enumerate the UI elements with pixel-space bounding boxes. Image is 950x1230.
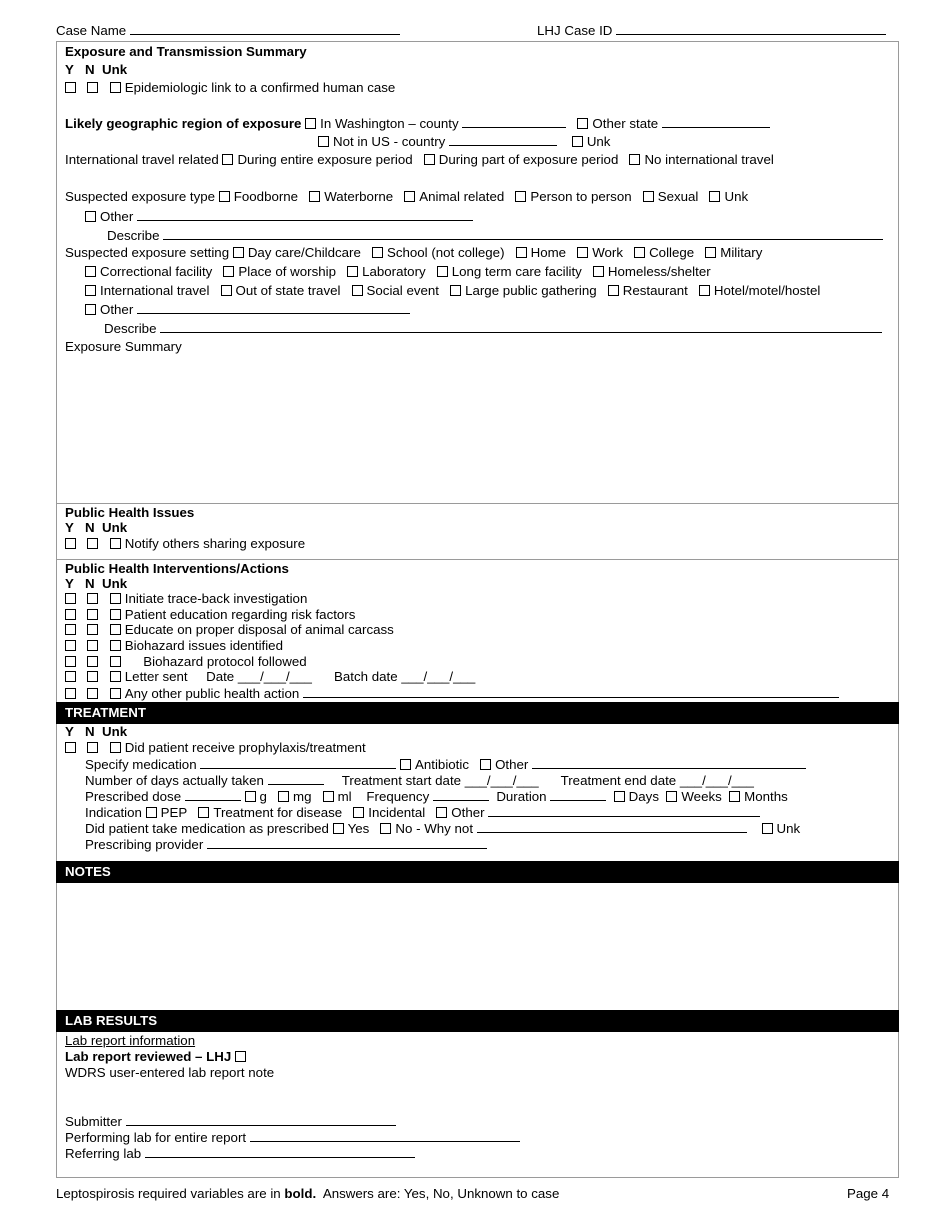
yes-checkbox[interactable]: [65, 688, 76, 699]
geo-unk-checkbox[interactable]: [572, 136, 583, 147]
letter-sent-row: Letter sent Date ___/___/___ Batch date ___/___/___: [65, 669, 475, 684]
setting-other-row: Other: [85, 301, 410, 317]
setting-worship-checkbox[interactable]: [223, 266, 234, 277]
lab-reviewed-checkbox[interactable]: [235, 1051, 246, 1062]
setting-ltc-checkbox[interactable]: [437, 266, 448, 277]
geo-region-label: Likely geographic region of exposure: [65, 116, 302, 131]
unit-mg-checkbox[interactable]: [278, 791, 289, 802]
carcass-row: Educate on proper disposal of animal carcass: [65, 622, 394, 637]
notes-area[interactable]: [65, 888, 885, 1006]
as-prescribed-row: Did patient take medication as prescribed Yes No - Why not Unk: [85, 821, 801, 836]
indication-row: Indication PEP Treatment for disease Incidental Other: [85, 804, 760, 820]
epi-link-row: [65, 80, 395, 95]
yes-checkbox[interactable]: [65, 538, 76, 549]
unk-checkbox[interactable]: [110, 593, 121, 604]
setting-military-checkbox[interactable]: [705, 247, 716, 258]
why-not-line[interactable]: [477, 820, 747, 833]
notify-row: Notify others sharing exposure: [65, 536, 305, 551]
days-taken-row: Number of days actually taken Treatment start date ___/___/___ Treatment end date ___/___/___: [85, 773, 754, 788]
provider-line[interactable]: [207, 836, 487, 849]
setting-work-checkbox[interactable]: [577, 247, 588, 258]
exposure-setting-row-1: Suspected exposure setting Day care/Childcare School (not college) Home Work College Military: [65, 245, 763, 260]
no-checkbox[interactable]: [87, 593, 98, 604]
type-foodborne-checkbox[interactable]: [219, 191, 230, 202]
no-checkbox[interactable]: [87, 656, 98, 667]
setting-other-checkbox[interactable]: [85, 304, 96, 315]
indication-other-checkbox[interactable]: [436, 807, 447, 818]
trace-back-row: Initiate trace-back investigation: [65, 591, 307, 606]
divider: [57, 559, 899, 560]
no-checkbox[interactable]: [87, 82, 98, 93]
unk-checkbox[interactable]: [110, 624, 121, 635]
indication-other-line[interactable]: [488, 804, 760, 817]
unit-ml-checkbox[interactable]: [323, 791, 334, 802]
setting-restaurant-checkbox[interactable]: [608, 285, 619, 296]
ynu-header: Y N Unk: [65, 520, 128, 535]
intl-part-checkbox[interactable]: [424, 154, 435, 165]
footer-note: Leptospirosis required variables are in bold. Answers are: Yes, No, Unknown to case: [56, 1186, 560, 1201]
epi-link-label: Epidemiologic link to a confirmed human case: [124, 80, 396, 95]
prophylaxis-row: Did patient receive prophylaxis/treatment: [65, 740, 366, 755]
no-checkbox[interactable]: [87, 640, 98, 651]
dose-line[interactable]: [185, 788, 241, 801]
setting-describe-line[interactable]: [160, 320, 882, 333]
type-other-checkbox[interactable]: [85, 211, 96, 222]
exposure-setting-row-2: Correctional facility Place of worship Laboratory Long term care facility Homeless/shelter: [85, 264, 711, 279]
frequency-line[interactable]: [433, 788, 489, 801]
performing-lab-line[interactable]: [250, 1129, 520, 1142]
referring-lab-line[interactable]: [145, 1145, 415, 1158]
unk-checkbox[interactable]: [110, 688, 121, 699]
any-other-action-line[interactable]: [303, 685, 839, 698]
intl-travel-row: International travel related During entire exposure period During part of exposure period No international travel: [65, 152, 774, 167]
type-person-checkbox[interactable]: [515, 191, 526, 202]
interventions-section-title: Public Health Interventions/Actions: [65, 561, 289, 576]
type-describe-line[interactable]: [163, 227, 883, 240]
setting-other-line[interactable]: [137, 301, 410, 314]
intl-none-checkbox[interactable]: [629, 154, 640, 165]
other-state-line[interactable]: [662, 115, 770, 128]
geo-region-row: Likely geographic region of exposure In Washington – county Other state: [65, 115, 770, 131]
lhj-case-id-field[interactable]: [537, 22, 886, 38]
unk-checkbox[interactable]: [110, 609, 121, 620]
setting-laboratory-checkbox[interactable]: [347, 266, 358, 277]
county-line[interactable]: [462, 115, 566, 128]
setting-correctional-checkbox[interactable]: [85, 266, 96, 277]
unk-checkbox[interactable]: [110, 742, 121, 753]
indication-disease-checkbox[interactable]: [198, 807, 209, 818]
unk-checkbox[interactable]: [110, 82, 121, 93]
geo-not-us-checkbox[interactable]: [318, 136, 329, 147]
duration-weeks-checkbox[interactable]: [666, 791, 677, 802]
yes-checkbox[interactable]: [65, 609, 76, 620]
case-name-field[interactable]: [56, 22, 400, 38]
ynu-header: Y N Unk: [65, 62, 128, 77]
provider-row: Prescribing provider: [85, 836, 487, 852]
exposure-setting-row-3: International travel Out of state travel Social event Large public gathering Restaurant Hotel/motel/hostel: [85, 283, 820, 298]
yes-checkbox[interactable]: [65, 624, 76, 635]
submitter-line[interactable]: [126, 1113, 396, 1126]
exposure-type-row: Suspected exposure type Foodborne Waterborne Animal related Person to person Sexual Unk: [65, 189, 749, 204]
start-date-field[interactable]: ___/___/___: [464, 773, 539, 788]
patient-education-row: Patient education regarding risk factors: [65, 607, 355, 622]
exposure-summary-label: Exposure Summary: [65, 339, 182, 354]
protocol-row: Biohazard protocol followed: [65, 654, 307, 669]
setting-social-event-checkbox[interactable]: [352, 285, 363, 296]
prescribed-yes-checkbox[interactable]: [333, 823, 344, 834]
divider: [57, 503, 899, 504]
yes-checkbox[interactable]: [65, 82, 76, 93]
medication-line[interactable]: [200, 756, 396, 769]
lab-note-label: WDRS user-entered lab report note: [65, 1065, 275, 1080]
yes-checkbox[interactable]: [65, 593, 76, 604]
end-date-field[interactable]: ___/___/___: [679, 773, 754, 788]
unk-checkbox[interactable]: [110, 656, 121, 667]
exposure-section-title: Exposure and Transmission Summary: [65, 44, 307, 59]
setting-describe-row: Describe: [104, 320, 882, 336]
intl-entire-checkbox[interactable]: [222, 154, 233, 165]
submitter-row: Submitter: [65, 1113, 396, 1129]
performing-lab-row: Performing lab for entire report: [65, 1129, 520, 1145]
setting-daycare-checkbox[interactable]: [233, 247, 244, 258]
case-name-label: Case Name: [56, 23, 127, 38]
geo-wa-checkbox[interactable]: [305, 118, 316, 129]
specify-medication-row: Specify medication Antibiotic Other: [85, 756, 806, 772]
exposure-summary-area[interactable]: [65, 356, 885, 496]
geo-other-state-checkbox[interactable]: [577, 118, 588, 129]
setting-homeless-checkbox[interactable]: [593, 266, 604, 277]
notes-header: NOTES: [56, 861, 899, 883]
letter-date-field[interactable]: ___/___/___: [237, 669, 312, 684]
no-checkbox[interactable]: [87, 688, 98, 699]
type-animal-checkbox[interactable]: [404, 191, 415, 202]
setting-home-checkbox[interactable]: [516, 247, 527, 258]
med-other-line[interactable]: [532, 756, 806, 769]
biohazard-row: Biohazard issues identified: [65, 638, 283, 653]
lab-results-header: LAB RESULTS: [56, 1010, 899, 1032]
setting-intl-travel-checkbox[interactable]: [85, 285, 96, 296]
setting-school-checkbox[interactable]: [372, 247, 383, 258]
yes-checkbox[interactable]: [65, 656, 76, 667]
prescribed-no-checkbox[interactable]: [380, 823, 391, 834]
setting-hotel-checkbox[interactable]: [699, 285, 710, 296]
indication-incidental-checkbox[interactable]: [353, 807, 364, 818]
yes-checkbox[interactable]: [65, 671, 76, 682]
phi-section-title: Public Health Issues: [65, 505, 195, 520]
type-describe-row: Describe: [107, 227, 883, 243]
days-taken-line[interactable]: [268, 772, 324, 785]
no-checkbox[interactable]: [87, 742, 98, 753]
med-other-checkbox[interactable]: [480, 759, 491, 770]
type-other-row: Other: [85, 208, 473, 224]
duration-months-checkbox[interactable]: [729, 791, 740, 802]
setting-college-checkbox[interactable]: [634, 247, 645, 258]
indication-pep-checkbox[interactable]: [146, 807, 157, 818]
duration-line[interactable]: [550, 788, 606, 801]
setting-out-of-state-checkbox[interactable]: [221, 285, 232, 296]
prescribed-unk-checkbox[interactable]: [762, 823, 773, 834]
unk-checkbox[interactable]: [110, 538, 121, 549]
setting-gathering-checkbox[interactable]: [450, 285, 461, 296]
type-waterborne-checkbox[interactable]: [309, 191, 320, 202]
any-other-action-row: Any other public health action: [65, 685, 839, 701]
no-checkbox[interactable]: [87, 609, 98, 620]
lhj-case-id-line[interactable]: [616, 22, 886, 35]
yes-checkbox[interactable]: [65, 742, 76, 753]
no-checkbox[interactable]: [87, 671, 98, 682]
no-checkbox[interactable]: [87, 538, 98, 549]
batch-date-field[interactable]: ___/___/___: [401, 669, 476, 684]
type-unk-checkbox[interactable]: [709, 191, 720, 202]
dose-row: Prescribed dose g mg ml Frequency Duration Days Weeks Months: [85, 789, 788, 804]
antibiotic-checkbox[interactable]: [400, 759, 411, 770]
type-sexual-checkbox[interactable]: [643, 191, 654, 202]
type-other-line[interactable]: [137, 208, 473, 221]
case-name-line[interactable]: [130, 22, 400, 35]
geo-region-row-2: Not in US - country Unk: [318, 133, 610, 149]
unit-g-checkbox[interactable]: [245, 791, 256, 802]
lab-report-info: Lab report information: [65, 1033, 196, 1048]
lab-reviewed-row: Lab report reviewed – LHJ: [65, 1049, 250, 1064]
unk-checkbox[interactable]: [110, 640, 121, 651]
unk-checkbox[interactable]: [110, 671, 121, 682]
referring-lab-row: Referring lab: [65, 1145, 415, 1161]
lhj-case-id-label: LHJ Case ID: [537, 23, 613, 38]
ynu-header: Y N Unk: [65, 576, 128, 591]
page-number: Page 4: [847, 1186, 890, 1201]
duration-days-checkbox[interactable]: [614, 791, 625, 802]
yes-checkbox[interactable]: [65, 640, 76, 651]
ynu-header: Y N Unk: [65, 724, 128, 739]
country-line[interactable]: [449, 133, 557, 146]
no-checkbox[interactable]: [87, 624, 98, 635]
treatment-header: TREATMENT: [56, 702, 899, 724]
